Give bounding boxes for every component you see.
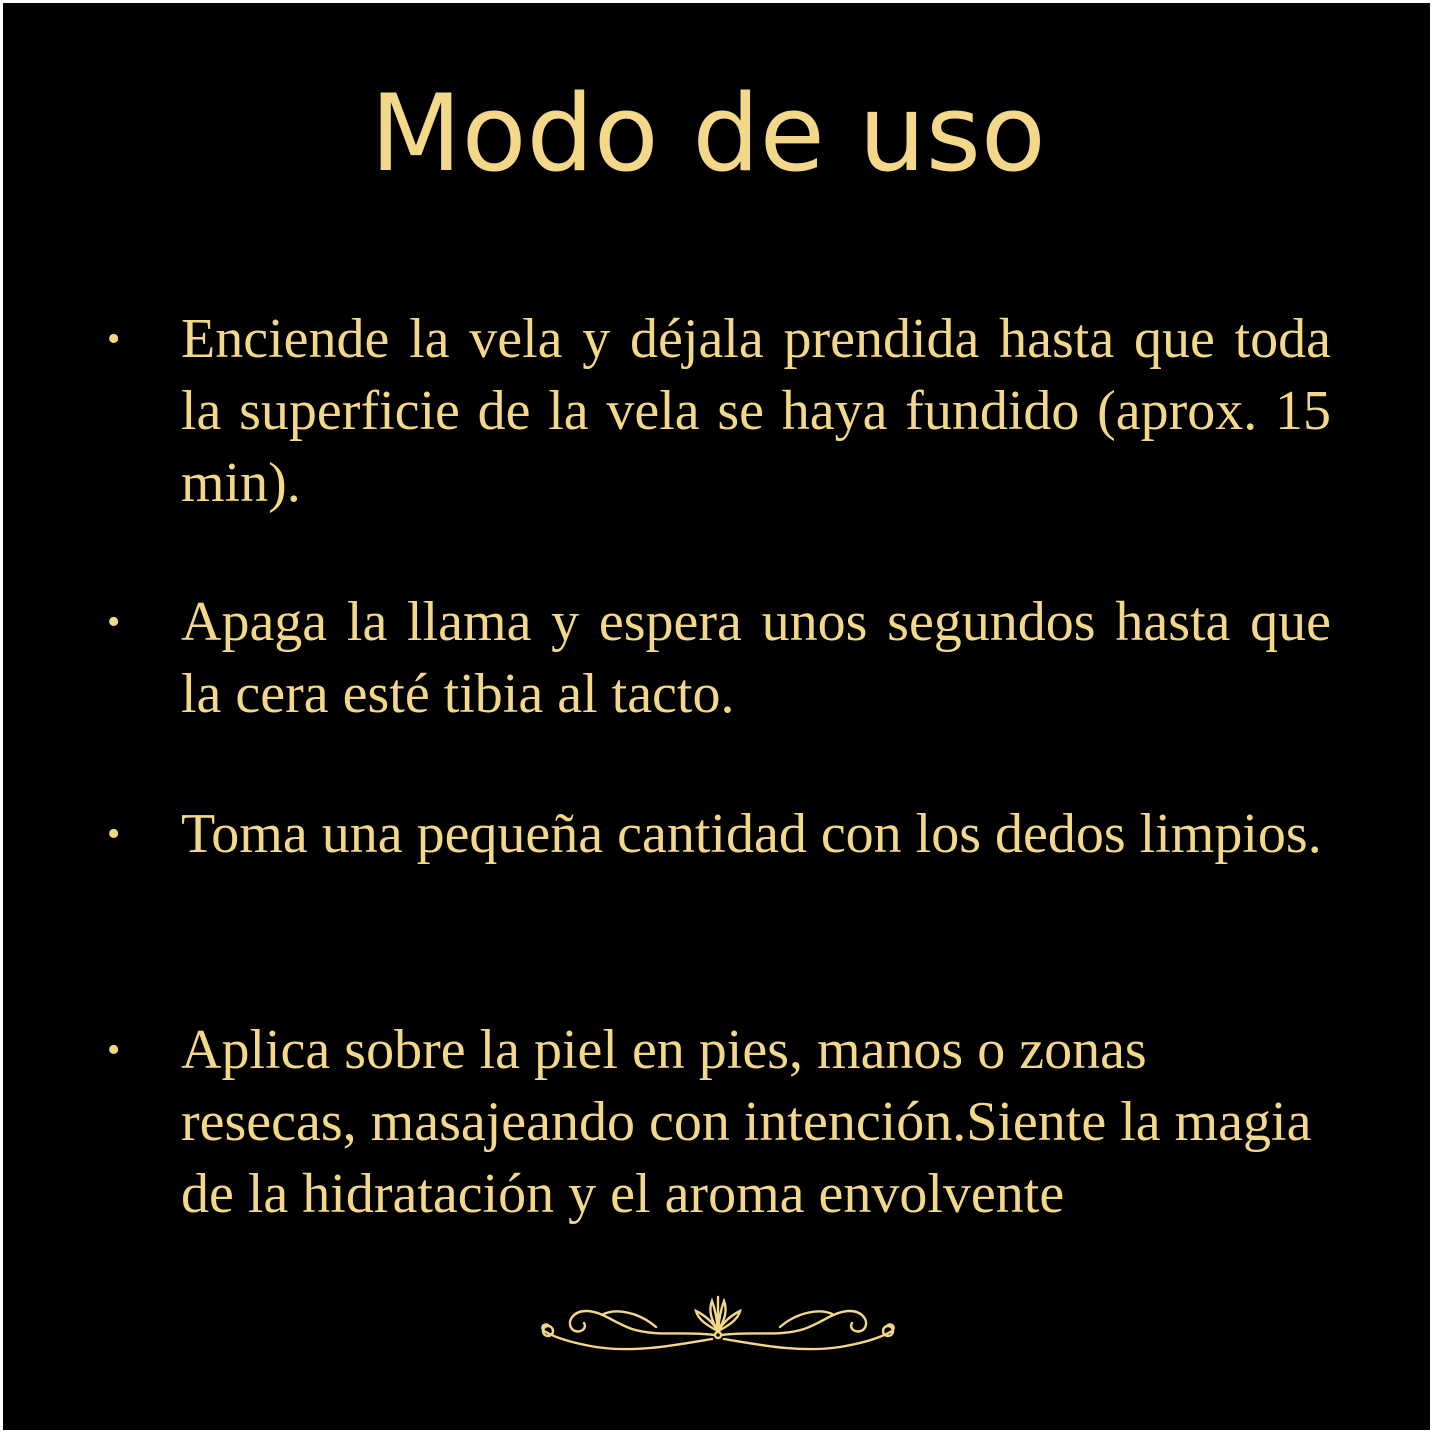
bullet-icon: • xyxy=(107,601,121,643)
step-text: Aplica sobre la piel en pies, manos o zonas resecas, masajeando con intención.Siente la magia de la hidratación y el aroma envolvente xyxy=(181,1019,1312,1225)
bullet-icon: • xyxy=(107,1029,121,1071)
step-text: Toma una pequeña cantidad con los dedos limpios. xyxy=(181,803,1322,865)
step-text: Apaga la llama y espera unos segundos hasta que la cera esté tibia al tacto. xyxy=(181,591,1331,725)
instructions-card xyxy=(3,3,1430,1430)
bullet-icon: • xyxy=(107,318,121,360)
flourish-divider-icon xyxy=(536,1291,900,1361)
bullet-icon: • xyxy=(107,813,121,855)
step-text: Enciende la vela y déjala prendida hasta que toda la superficie de la vela se haya fundido (aprox. 15 min). xyxy=(181,308,1331,514)
page-title: Modo de uso xyxy=(370,72,1046,195)
